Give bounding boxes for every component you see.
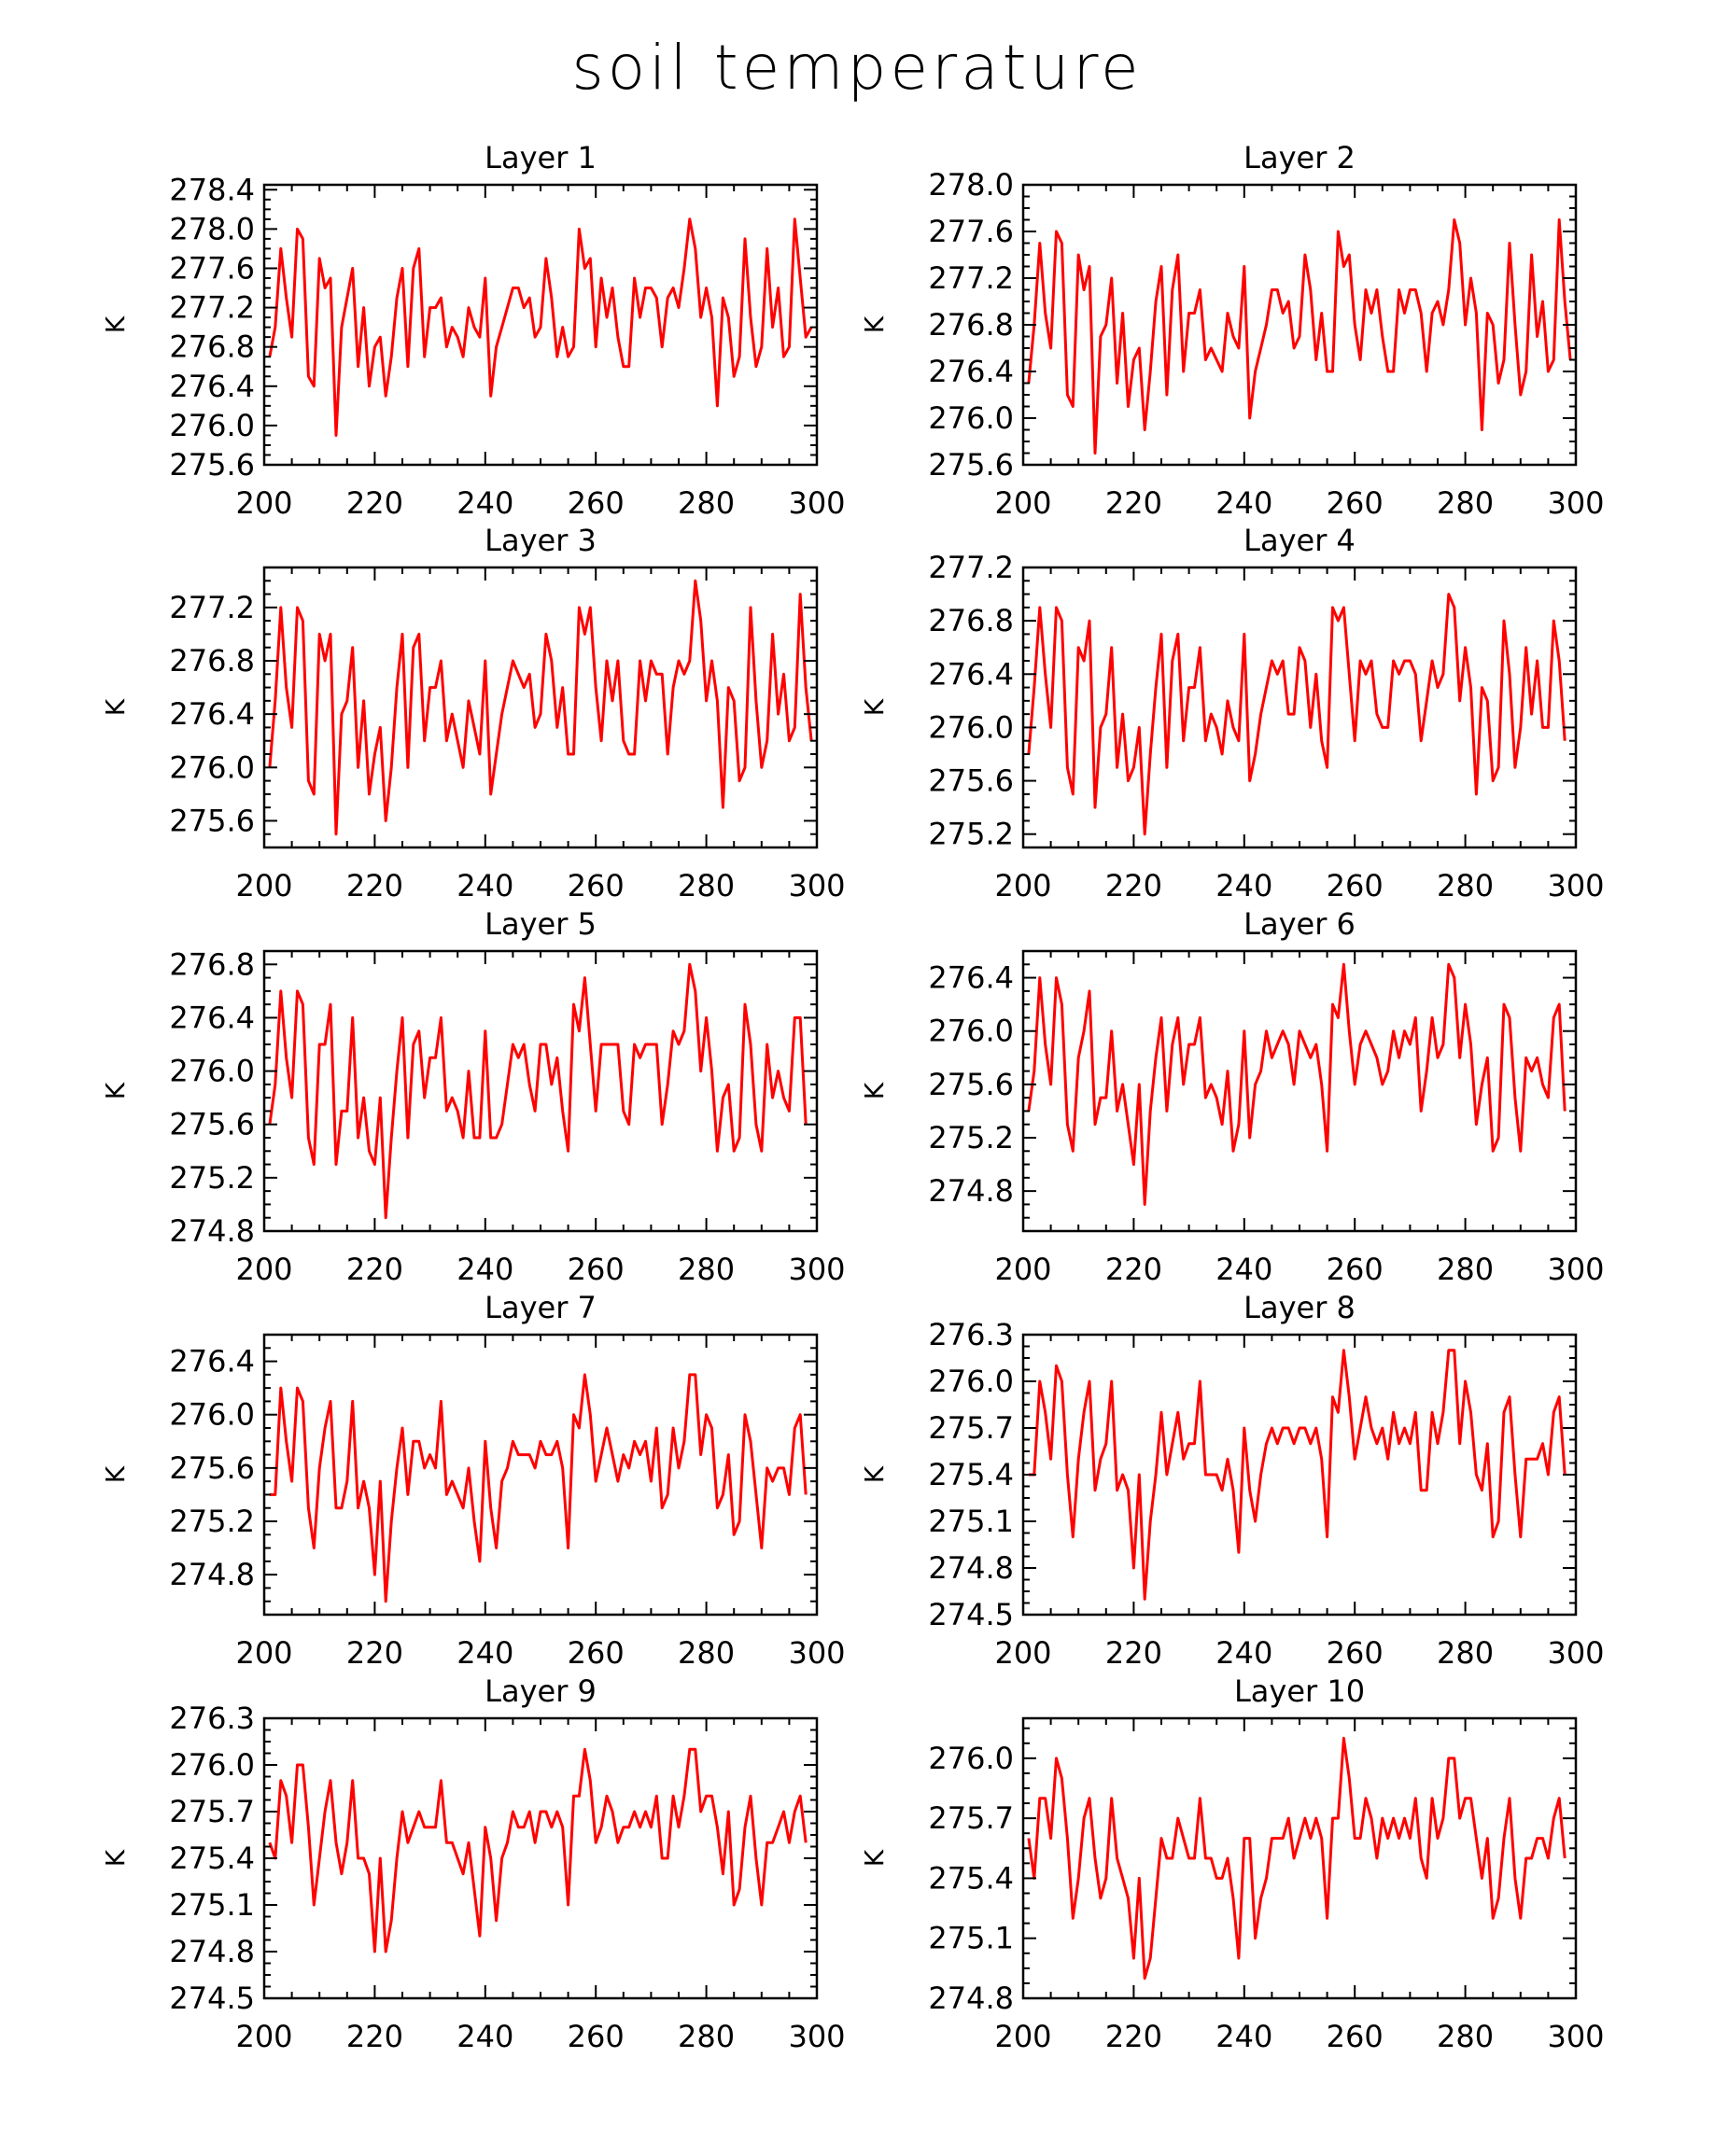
x-tick-label: 280: [1437, 2019, 1495, 2054]
y-tick-label: 276.8: [169, 643, 255, 679]
x-tick-label: 220: [345, 1635, 403, 1671]
y-tick-label: 276.3: [169, 1701, 255, 1736]
y-tick-label: 274.8: [928, 1981, 1014, 2016]
y-tick-label: 274.8: [169, 1557, 255, 1593]
panel-title: Layer 9: [485, 1673, 597, 1709]
series-line: [270, 1749, 806, 1952]
x-tick-label: 260: [567, 485, 625, 521]
x-tick-label: 200: [235, 2019, 293, 2054]
panel-layer-5: [100, 906, 846, 1287]
panel-title: Layer 3: [485, 523, 597, 558]
y-tick-label: 278.0: [928, 167, 1014, 203]
y-tick-label: 275.7: [169, 1794, 255, 1829]
x-tick-label: 260: [1326, 2019, 1384, 2054]
y-tick-label: 276.4: [169, 1000, 255, 1036]
y-tick-label: 276.0: [928, 709, 1014, 746]
x-tick-label: 260: [567, 2019, 625, 2054]
y-axis-label: K: [859, 1849, 890, 1868]
panel-layer-10: [859, 1673, 1605, 2054]
x-tick-label: 280: [1437, 1635, 1495, 1671]
y-tick-label: 276.0: [928, 1364, 1014, 1399]
y-axis-label: K: [100, 1082, 131, 1100]
x-tick-label: 300: [788, 485, 846, 521]
x-tick-label: 240: [457, 2019, 514, 2054]
x-tick-label: 200: [235, 485, 293, 521]
x-tick-label: 300: [1547, 868, 1605, 903]
x-tick-label: 220: [345, 485, 403, 521]
x-tick-label: 220: [345, 1252, 403, 1287]
y-axis-label: K: [859, 315, 890, 334]
panel-layer-6: [859, 906, 1605, 1287]
y-tick-label: 275.1: [928, 1504, 1014, 1539]
panel-title: Layer 1: [485, 140, 597, 175]
y-tick-label: 275.7: [928, 1800, 1014, 1837]
x-tick-label: 280: [1437, 868, 1495, 903]
y-tick-label: 275.2: [928, 1120, 1014, 1155]
x-tick-label: 200: [994, 868, 1052, 903]
series-line: [1029, 595, 1565, 834]
panel-layer-2: [859, 140, 1605, 521]
x-tick-label: 220: [1104, 1635, 1162, 1671]
y-axis-label: K: [859, 1082, 890, 1100]
x-tick-label: 280: [678, 485, 736, 521]
x-tick-label: 240: [457, 1635, 514, 1671]
x-tick-label: 260: [567, 868, 625, 903]
y-tick-label: 275.1: [928, 1920, 1014, 1956]
y-tick-label: 275.4: [928, 1457, 1014, 1492]
y-tick-label: 274.8: [169, 1934, 255, 1969]
x-tick-label: 260: [1326, 1252, 1384, 1287]
x-tick-label: 240: [1215, 1635, 1273, 1671]
x-tick-label: 240: [457, 485, 514, 521]
y-tick-label: 276.0: [928, 400, 1014, 436]
panel-layer-8: [859, 1290, 1605, 1671]
x-tick-label: 280: [678, 1635, 736, 1671]
x-tick-label: 300: [1547, 1635, 1605, 1671]
x-tick-label: 260: [1326, 868, 1384, 903]
y-tick-label: 276.8: [169, 329, 255, 365]
x-tick-label: 240: [1215, 2019, 1273, 2054]
y-tick-label: 276.0: [928, 1013, 1014, 1049]
y-tick-label: 277.2: [928, 550, 1014, 585]
panels: [100, 140, 1605, 2054]
x-tick-label: 220: [345, 2019, 403, 2054]
x-tick-label: 280: [1437, 485, 1495, 521]
y-tick-label: 275.6: [928, 1066, 1014, 1102]
panel-title: Layer 4: [1243, 523, 1356, 558]
y-tick-label: 275.2: [169, 1504, 255, 1539]
series-line: [270, 1375, 806, 1602]
x-tick-label: 240: [457, 868, 514, 903]
y-tick-label: 277.2: [169, 289, 255, 326]
x-tick-label: 200: [235, 868, 293, 903]
x-tick-label: 300: [788, 1252, 846, 1287]
y-tick-label: 276.0: [169, 407, 255, 443]
y-tick-label: 274.8: [169, 1213, 255, 1249]
x-tick-label: 220: [1104, 1252, 1162, 1287]
y-tick-label: 275.6: [169, 803, 255, 839]
y-axis-label: K: [100, 1849, 131, 1868]
panel-layer-3: [100, 523, 846, 903]
panel-title: Layer 8: [1243, 1290, 1356, 1325]
y-tick-label: 276.4: [169, 1343, 255, 1379]
plot-frame: [1023, 1335, 1576, 1615]
x-tick-label: 300: [1547, 1252, 1605, 1287]
panel-layer-4: [859, 523, 1605, 903]
y-axis-label: K: [100, 1465, 131, 1484]
y-tick-label: 274.5: [169, 1981, 255, 2016]
y-tick-label: 275.4: [169, 1841, 255, 1876]
x-tick-label: 200: [235, 1252, 293, 1287]
panel-layer-1: [100, 140, 846, 521]
x-tick-label: 220: [1104, 485, 1162, 521]
series-line: [270, 964, 806, 1217]
x-tick-label: 280: [678, 1252, 736, 1287]
y-tick-label: 276.8: [928, 307, 1014, 343]
y-tick-label: 278.4: [169, 172, 255, 208]
y-axis-label: K: [100, 698, 131, 717]
y-tick-label: 276.0: [928, 1740, 1014, 1776]
y-tick-label: 276.0: [169, 1396, 255, 1433]
y-tick-label: 276.4: [169, 368, 255, 404]
y-tick-label: 275.6: [169, 447, 255, 483]
x-tick-label: 280: [678, 868, 736, 903]
y-tick-label: 278.0: [169, 211, 255, 247]
x-tick-label: 260: [567, 1635, 625, 1671]
y-tick-label: 275.7: [928, 1410, 1014, 1446]
y-tick-label: 276.8: [928, 603, 1014, 639]
x-tick-label: 200: [994, 485, 1052, 521]
panel-layer-9: [100, 1673, 846, 2054]
x-tick-label: 200: [994, 1635, 1052, 1671]
x-tick-label: 200: [235, 1635, 293, 1671]
panel-title: Layer 7: [485, 1290, 597, 1325]
x-tick-label: 300: [1547, 485, 1605, 521]
y-tick-label: 275.6: [928, 763, 1014, 799]
y-tick-label: 276.0: [169, 1747, 255, 1783]
x-tick-label: 240: [1215, 1252, 1273, 1287]
y-axis-label: K: [100, 315, 131, 334]
x-tick-label: 280: [1437, 1252, 1495, 1287]
y-tick-label: 275.6: [928, 447, 1014, 483]
x-tick-label: 240: [457, 1252, 514, 1287]
y-tick-label: 275.1: [169, 1887, 255, 1923]
y-tick-label: 276.4: [928, 959, 1014, 996]
y-tick-label: 275.6: [169, 1449, 255, 1486]
y-tick-label: 274.5: [928, 1597, 1014, 1632]
x-tick-label: 220: [1104, 868, 1162, 903]
panel-title: Layer 2: [1243, 140, 1356, 175]
y-tick-label: 275.6: [169, 1106, 255, 1142]
x-tick-label: 260: [1326, 1635, 1384, 1671]
y-tick-label: 275.4: [928, 1860, 1014, 1897]
y-tick-label: 276.4: [169, 696, 255, 733]
x-tick-label: 240: [1215, 868, 1273, 903]
y-tick-label: 277.6: [928, 214, 1014, 249]
y-tick-label: 274.8: [928, 1173, 1014, 1210]
series-line: [1029, 964, 1565, 1204]
figure-title: soil temperature: [571, 32, 1143, 104]
x-tick-label: 260: [567, 1252, 625, 1287]
y-tick-label: 277.2: [928, 260, 1014, 296]
x-tick-label: 280: [678, 2019, 736, 2054]
panel-layer-7: [100, 1290, 846, 1671]
y-tick-label: 276.4: [928, 656, 1014, 693]
series-line: [270, 581, 811, 833]
series-line: [270, 219, 811, 436]
x-tick-label: 200: [994, 2019, 1052, 2054]
series-line: [1029, 1351, 1565, 1600]
series-line: [1029, 220, 1570, 454]
x-tick-label: 300: [788, 1635, 846, 1671]
series-line: [1029, 1738, 1565, 1978]
x-tick-label: 300: [1547, 2019, 1605, 2054]
x-tick-label: 220: [345, 868, 403, 903]
y-tick-label: 276.8: [169, 946, 255, 983]
x-tick-label: 300: [788, 868, 846, 903]
y-tick-label: 274.8: [928, 1550, 1014, 1586]
y-tick-label: 275.2: [169, 1159, 255, 1196]
panel-title: Layer 5: [485, 906, 597, 942]
x-tick-label: 220: [1104, 2019, 1162, 2054]
y-tick-label: 276.0: [169, 749, 255, 786]
y-tick-label: 277.6: [169, 250, 255, 287]
y-tick-label: 276.3: [928, 1317, 1014, 1352]
panel-title: Layer 10: [1233, 1673, 1366, 1709]
x-tick-label: 260: [1326, 485, 1384, 521]
x-tick-label: 240: [1215, 485, 1273, 521]
y-tick-label: 276.0: [169, 1053, 255, 1089]
x-tick-label: 300: [788, 2019, 846, 2054]
y-tick-label: 277.2: [169, 589, 255, 625]
panel-title: Layer 6: [1243, 906, 1356, 942]
x-tick-label: 200: [994, 1252, 1052, 1287]
y-tick-label: 275.2: [928, 816, 1014, 852]
y-axis-label: K: [859, 1465, 890, 1484]
y-axis-label: K: [859, 698, 890, 717]
y-tick-label: 276.4: [928, 354, 1014, 389]
plot-frame: [264, 1718, 817, 1998]
